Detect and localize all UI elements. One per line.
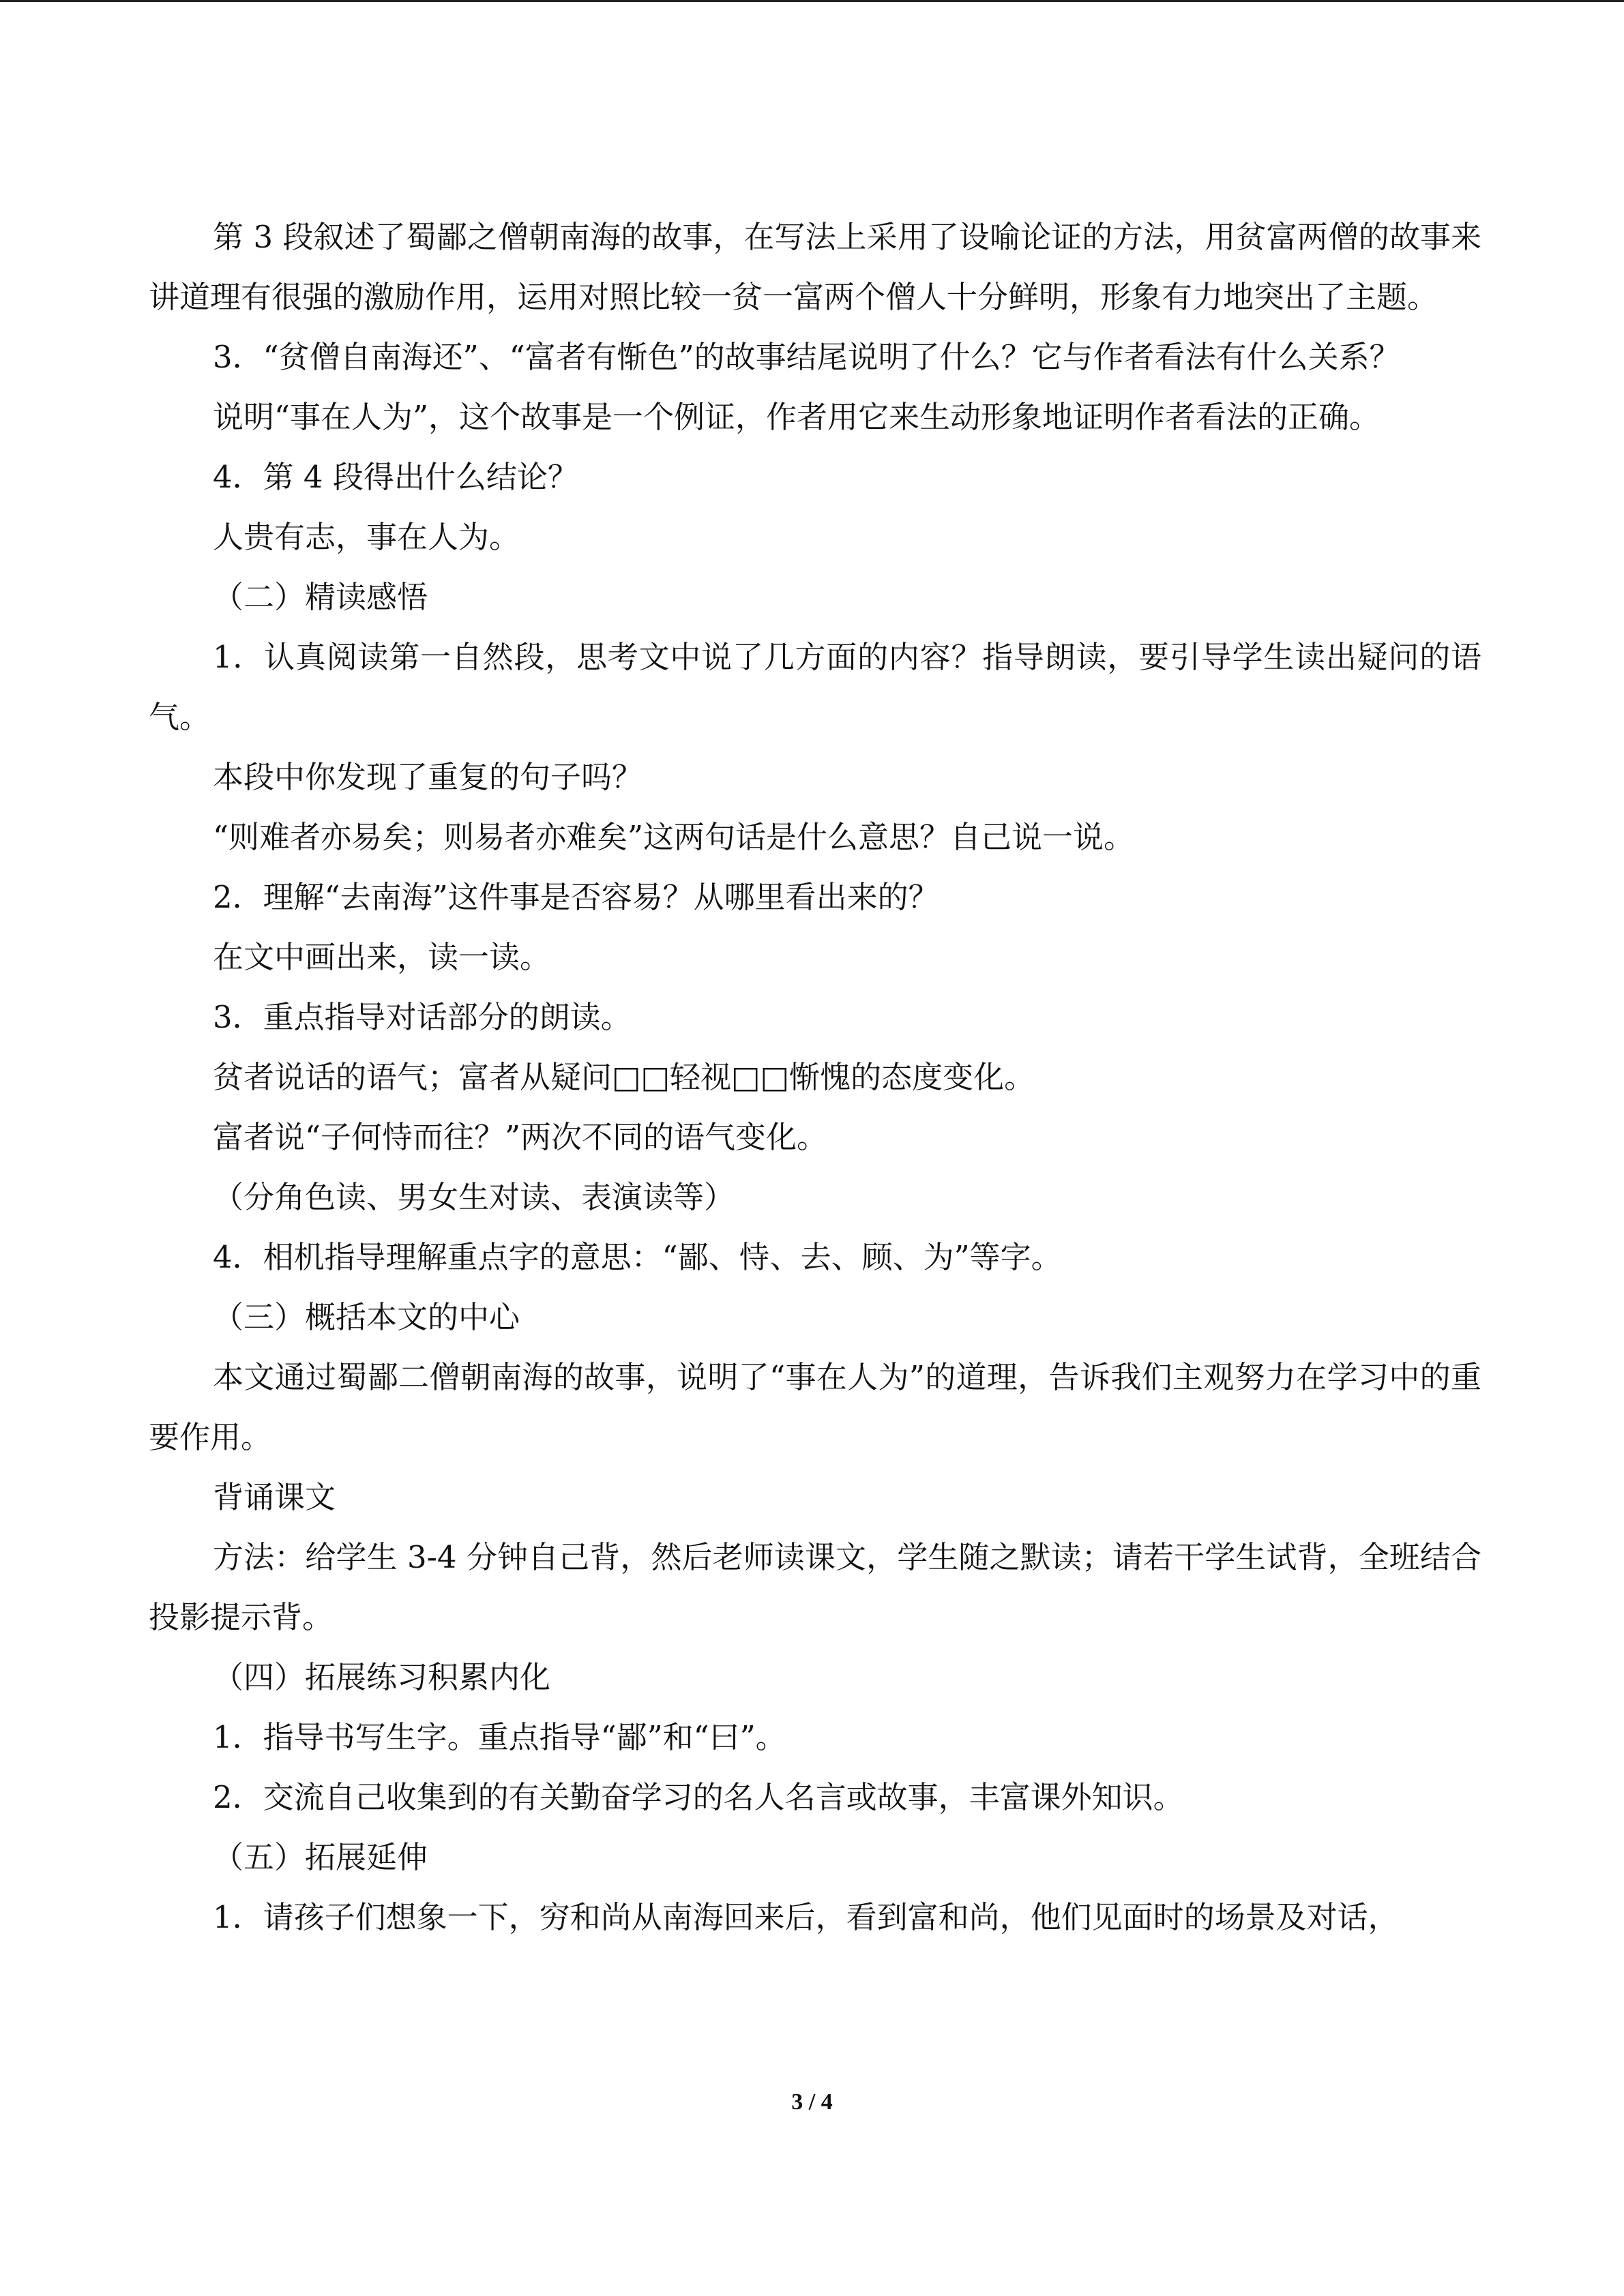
reading-note-6: （分角色读、男女生对读、表演读等） [213, 1179, 735, 1215]
reading-item-3: 3．重点指导对话部分的朗读。 [213, 999, 632, 1035]
reading-item-1: 1．认真阅读第一自然段，思考文中说了几方面的内容？指导朗读，要引导学生读出疑问的语气。 [149, 639, 1481, 735]
answer-3: 说明“事在人为”，这个故事是一个例证，作者用它来生动形象地证明作者看法的正确。 [213, 399, 1381, 435]
question-3: 3．“贫僧自南海还”、“富者有惭色”的故事结尾说明了什么？它与作者看法有什么关系？ [213, 339, 1400, 375]
question-4: 4．第 4 段得出什么结论？ [213, 459, 578, 495]
reading-note-2: “则难者亦易矣；则易者亦难矣”这两句话是什么意思？自己说一说。 [213, 819, 1135, 855]
reading-item-2: 2．理解“去南海”这件事是否容易？从哪里看出来的？ [213, 879, 939, 915]
section-heading-2: （二）精读感悟 [213, 579, 428, 615]
practice-item-1: 1．指导书写生字。重点指导“鄙”和“曰”。 [213, 1719, 786, 1755]
body-paragraph-1: 第 3 段叙述了蜀鄙之僧朝南海的故事，在写法上采用了设喻论证的方法，用贫富两僧的故事来讲道理有很强的激励作用，运用对照比较一贫一富两个僧人十分鲜明，形象有力地突出了主题。 [149, 219, 1481, 315]
central-idea-paragraph: 本文通过蜀鄙二僧朝南海的故事，说明了“事在人为”的道理，告诉我们主观努力在学习中的重要作用。 [149, 1359, 1481, 1455]
recitation-method: 方法：给学生 3-4 分钟自己背，然后老师读课文，学生随之默读；请若干学生试背，全班结合投影提示背。 [149, 1539, 1481, 1635]
reading-note-1: 本段中你发现了重复的句子吗？ [213, 759, 643, 795]
answer-4: 人贵有志，事在人为。 [213, 519, 520, 555]
practice-item-2: 2．交流自己收集到的有关勤奋学习的名人名言或故事，丰富课外知识。 [213, 1779, 1184, 1815]
document-body [149, 207, 1481, 1948]
reading-note-5: 富者说“子何恃而往？”两次不同的语气变化。 [213, 1119, 828, 1155]
section-heading-5: （五）拓展延伸 [213, 1839, 428, 1875]
reading-item-4: 4．相机指导理解重点字的意思：“鄙、恃、去、顾、为”等字。 [213, 1239, 1062, 1275]
reading-note-3: 在文中画出来，读一读。 [213, 939, 551, 975]
page-number: 3 / 4 [791, 2089, 833, 2115]
reading-note-4: 贫者说话的语气；富者从疑问□□轻视□□惭愧的态度变化。 [213, 1059, 1035, 1095]
section-heading-4: （四）拓展练习积累内化 [213, 1659, 551, 1695]
section-heading-3: （三）概括本文的中心 [213, 1299, 520, 1335]
top-border-line [0, 0, 1624, 2]
recitation-heading: 背诵课文 [213, 1479, 336, 1515]
extension-item-1: 1．请孩子们想象一下，穷和尚从南海回来后，看到富和尚，他们见面时的场景及对话， [213, 1899, 1399, 1935]
